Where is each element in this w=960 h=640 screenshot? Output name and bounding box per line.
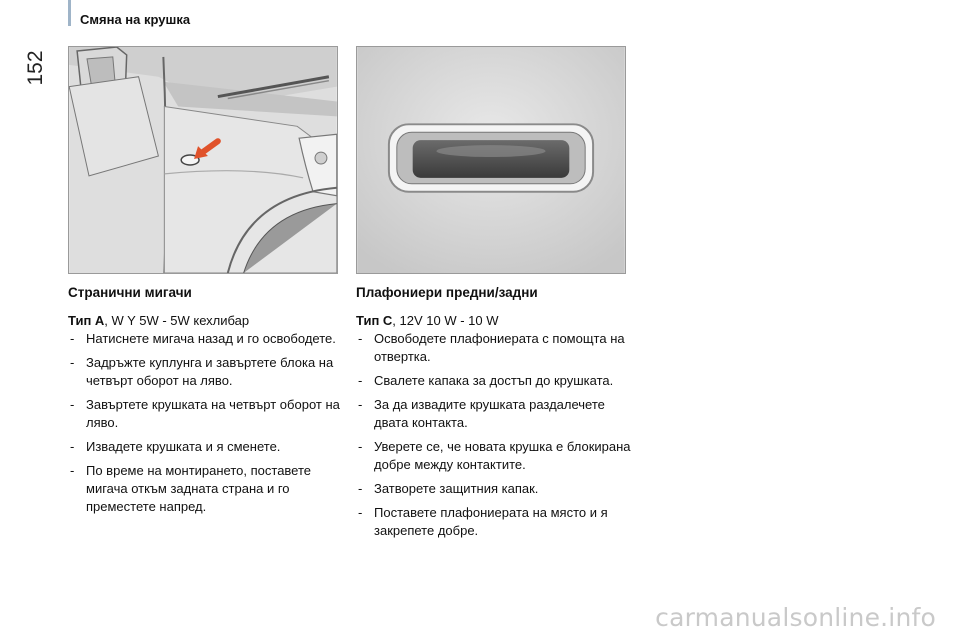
- car-side-drawing: [69, 47, 337, 273]
- bulb-spec: [356, 312, 636, 330]
- bulb-type: Тип C: [356, 313, 393, 328]
- ceiling-lamp-drawing: [357, 47, 625, 273]
- list-item: - Свалете капака за достъп до крушката.: [356, 372, 636, 390]
- bulb-value: , 12V 10 W - 10 W: [392, 313, 499, 328]
- bulb-value: , W Y 5W - 5W кехлибар: [104, 313, 250, 328]
- list-item: - Извадете крушката и я сменете.: [68, 438, 348, 456]
- bulb-type: Тип A: [68, 313, 105, 328]
- side-indicators-section: [68, 284, 348, 522]
- page-number: 152: [24, 50, 47, 86]
- list-item: - По време на монтирането, поставете мигача откъм задната страна и го преместете напред.: [68, 462, 348, 516]
- steps-list: [356, 330, 636, 540]
- list-item: - Задръжте куплунга и завъртете блока на четвърт оборот на ляво.: [68, 354, 348, 390]
- section-heading: Странични мигачи: [68, 285, 192, 300]
- list-item: - Завъртете крушката на четвърт оборот на ляво.: [68, 396, 348, 432]
- section-title: Смяна на крушка: [80, 12, 191, 27]
- ceiling-lamps-section: [356, 284, 636, 546]
- list-item: - Освободете плафониерата с помощта на отвертка.: [356, 330, 636, 366]
- watermark: carmanualsonline.info: [655, 603, 936, 632]
- list-item: - Поставете плафониерата на място и я закрепете добре.: [356, 504, 636, 540]
- bulb-spec: [68, 312, 348, 330]
- list-item: - За да извадите крушката раздалечете двата контакта.: [356, 396, 636, 432]
- side-indicator-illustration: [68, 46, 338, 274]
- page-edge-bar: [68, 0, 71, 26]
- list-item: - Натиснете мигача назад и го освободете.: [68, 330, 348, 348]
- ceiling-lamp-illustration: [356, 46, 626, 274]
- list-item: - Затворете защитния капак.: [356, 480, 636, 498]
- section-heading: Плафониери предни/задни: [356, 285, 538, 300]
- steps-list: [68, 330, 348, 516]
- list-item: - Уверете се, че новата крушка е блокирана добре между контактите.: [356, 438, 636, 474]
